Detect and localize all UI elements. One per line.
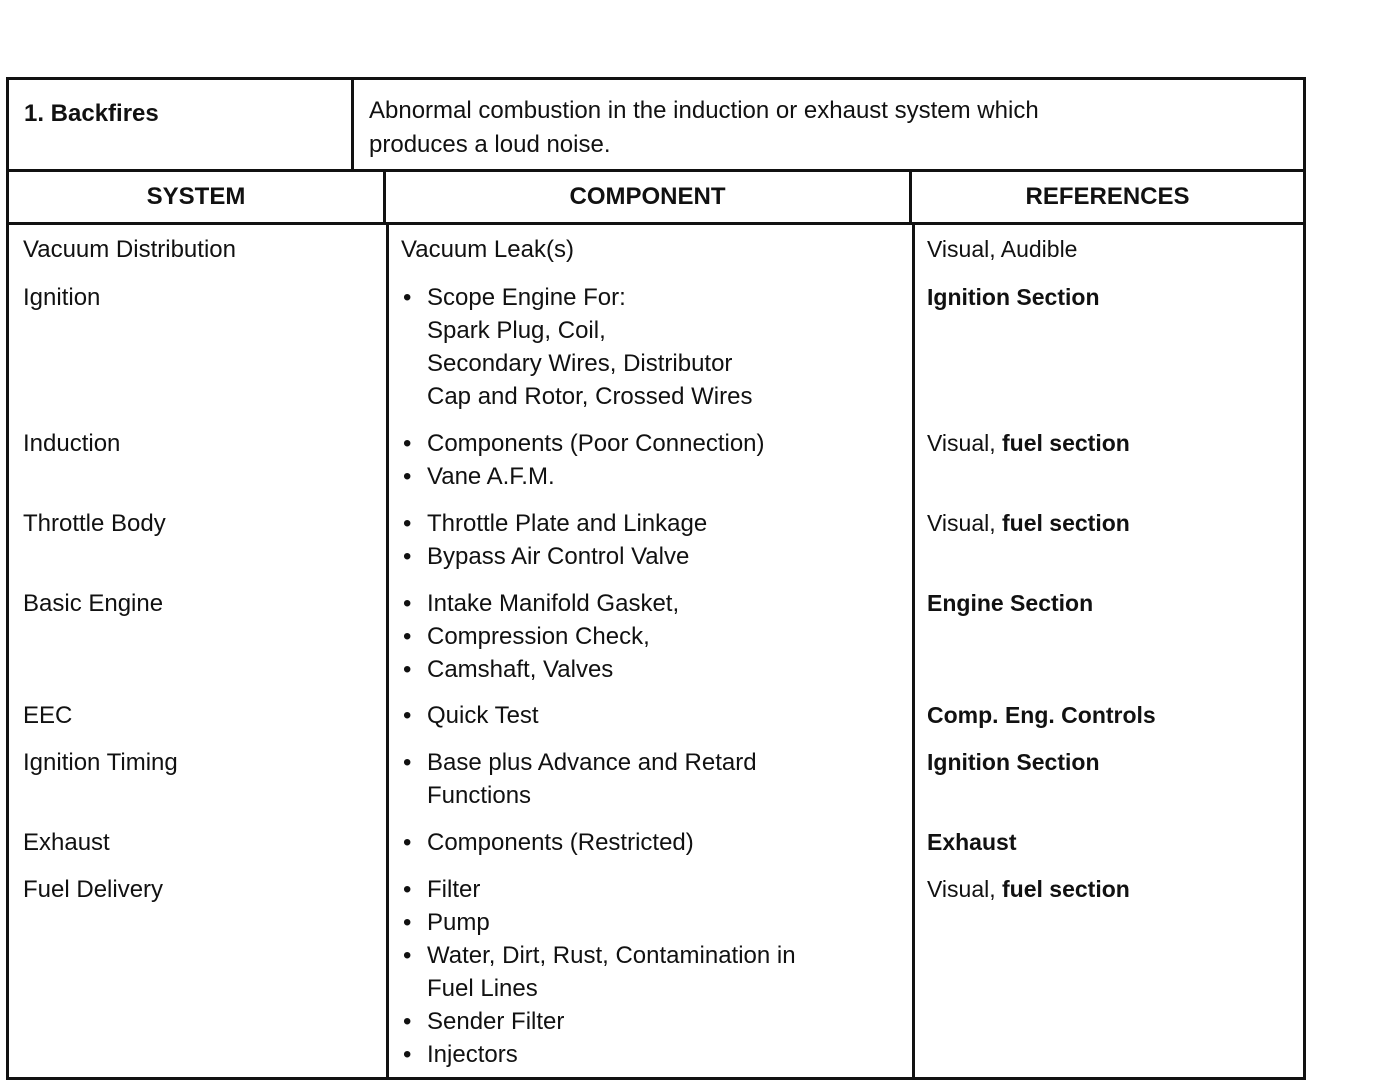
component-item: • Bypass Air Control Valve — [401, 540, 901, 573]
reference-cell — [927, 427, 1297, 460]
component-cell — [401, 233, 901, 266]
symptom-title: 1. Backfires — [9, 80, 354, 169]
description-line: produces a loud noise. — [369, 131, 611, 158]
component-list — [401, 427, 901, 493]
reference-cell — [927, 699, 1297, 732]
column-header-row — [9, 172, 1303, 225]
component-item: • Sender Filter — [401, 1005, 901, 1038]
table-body — [9, 225, 1303, 1077]
component-list — [401, 826, 901, 859]
diagnosis-table — [6, 77, 1306, 1080]
component-item: • Intake Manifold Gasket, — [401, 587, 901, 620]
header-system: SYSTEM — [9, 172, 386, 222]
component-item: • Injectors — [401, 1038, 901, 1071]
reference-cell — [927, 507, 1297, 540]
reference-section: Ignition Section — [927, 284, 1100, 310]
system-cell: Throttle Body — [23, 510, 166, 537]
reference-cell — [927, 281, 1297, 314]
reference-section: Exhaust — [927, 829, 1017, 855]
reference-section: fuel section — [1002, 510, 1130, 536]
component-cell — [401, 281, 901, 413]
system-cell: Vacuum Distribution — [23, 236, 236, 263]
reference-cell — [927, 746, 1297, 779]
reference-text: Visual, — [927, 876, 1003, 902]
reference-section: Engine Section — [927, 590, 1094, 616]
reference-section: fuel section — [1002, 876, 1130, 902]
component-item: • Components (Poor Connection) — [401, 427, 901, 460]
component-cell — [401, 699, 901, 732]
system-cell: Fuel Delivery — [23, 876, 164, 903]
system-cell: Induction — [23, 430, 121, 457]
component-item: • Pump — [401, 906, 901, 939]
component-cell — [401, 507, 901, 573]
component-list — [401, 507, 901, 573]
component-item: • Components (Restricted) — [401, 826, 901, 859]
reference-section: Comp. Eng. Controls — [927, 702, 1156, 728]
component-item: • Water, Dirt, Rust, Contamination in Fuel Lines — [401, 939, 901, 1005]
component-cell — [401, 873, 901, 1071]
symptom-description — [354, 80, 1303, 169]
component-cell — [401, 587, 901, 686]
reference-cell — [927, 873, 1297, 906]
component-list — [401, 873, 901, 1071]
column-divider — [912, 225, 915, 1077]
component-item: • Filter — [401, 873, 901, 906]
component-item: • Compression Check, — [401, 620, 901, 653]
system-cell: EEC — [23, 702, 73, 729]
component-cell — [401, 826, 901, 859]
reference-text: Visual, — [927, 430, 1003, 456]
reference-text: Visual, — [927, 510, 1003, 536]
description-line: Abnormal combustion in the induction or exhaust system which — [369, 97, 1039, 124]
component-item: Vacuum Leak(s) — [401, 236, 574, 263]
component-item: • Base plus Advance and Retard Functions — [401, 746, 901, 812]
reference-cell — [927, 826, 1297, 859]
component-list — [401, 281, 901, 413]
component-list — [401, 746, 901, 812]
system-cell: Basic Engine — [23, 590, 164, 617]
header-references: REFERENCES — [1025, 183, 1190, 210]
reference-section: fuel section — [1002, 430, 1130, 456]
reference-section: Ignition Section — [927, 749, 1100, 775]
component-list — [401, 587, 901, 686]
component-cell — [401, 746, 901, 812]
component-item: • Vane A.F.M. — [401, 460, 901, 493]
component-item: • Camshaft, Valves — [401, 653, 901, 686]
title-row — [9, 80, 1303, 172]
system-cell: Ignition Timing — [23, 749, 178, 776]
component-list — [401, 699, 901, 732]
system-cell: Exhaust — [23, 829, 110, 856]
component-item: • Scope Engine For: Spark Plug, Coil, Secondary Wires, Distributor Cap and Rotor, Crossed Wires — [401, 281, 901, 413]
reference-cell — [927, 587, 1297, 620]
reference-cell — [927, 233, 1297, 266]
header-component: COMPONENT — [386, 172, 912, 222]
component-item: • Quick Test — [401, 699, 901, 732]
component-cell — [401, 427, 901, 493]
system-cell: Ignition — [23, 284, 101, 311]
component-item: • Throttle Plate and Linkage — [401, 507, 901, 540]
column-divider — [386, 225, 389, 1077]
reference-text: Visual, Audible — [927, 236, 1078, 262]
